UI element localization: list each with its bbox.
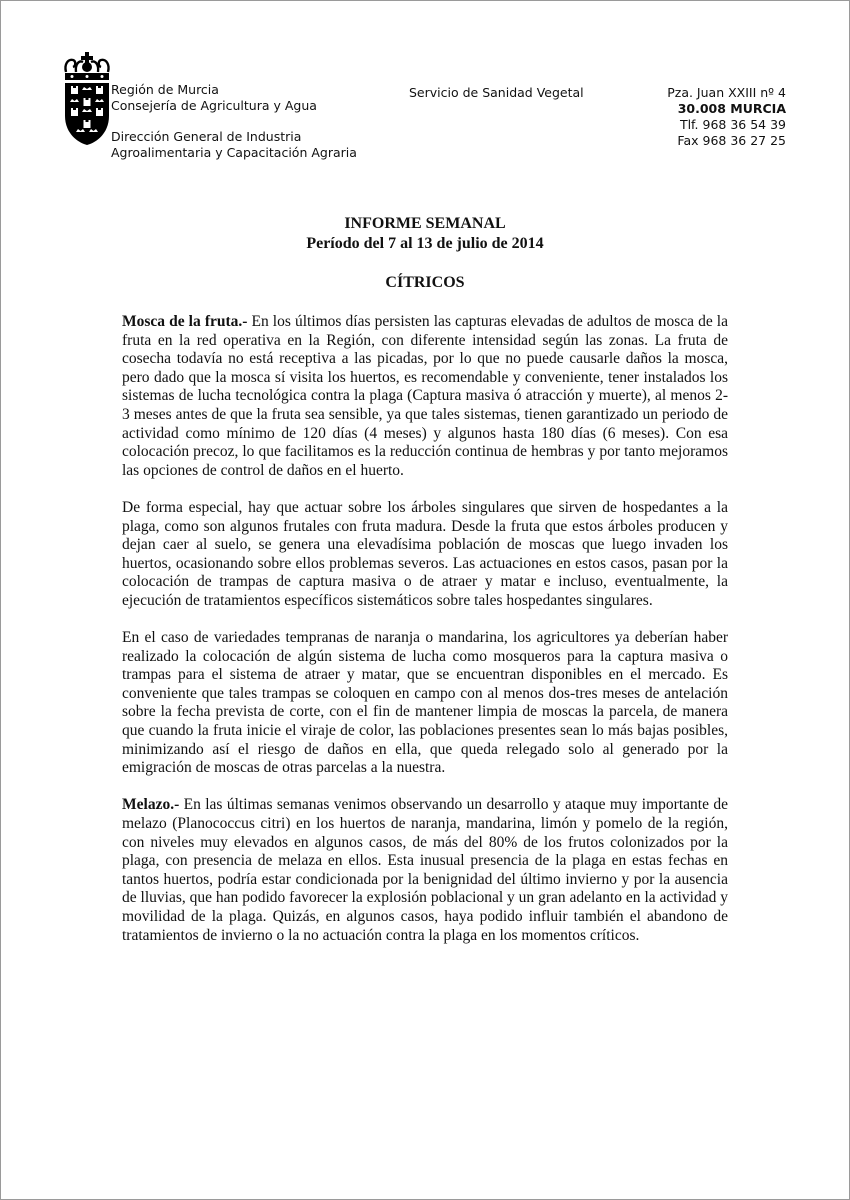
region-coat-of-arms-icon xyxy=(62,50,112,146)
paragraph-mealybug xyxy=(122,796,728,945)
contact-block xyxy=(667,85,786,149)
paragraph-host-trees xyxy=(122,499,728,611)
region-name: Región de Murcia xyxy=(111,82,219,97)
paragraph-text: En los últimos días persisten las capturas elevadas de adultos de mosca de la fruta en la red operativa en la Región, con diferente intensidad según las zonas. La fruta de cosecha todavía no está receptiva a las picadas, por lo que no puede causarle daños la mosca, pero dado que la mosca sí visita los huertos, es recomendable y conveniente, tener instalados los sistemas de lucha tecnológica contra la plaga (Captura masiva ó atracción y muerte), al menos 2-3 meses antes de que la fruta sea sensible, ya que tales sistemas, tienen garantizado un periodo de actividad como mínimo de 120 días (4 meses) y algunos hasta 180 días (6 meses). Con esa colocación precoz, lo que facilitamos es la reducción continua de hembras y por tanto mejoramos las opciones de control de daños en el huerto. xyxy=(122,313,728,479)
phone-number: Tlf. 968 36 54 39 xyxy=(679,117,786,132)
paragraph-text: En las últimas semanas venimos observando un desarrollo y ataque muy importante de melazo (Planococcus citri) en los huertos de naranja, mandarina, limón y pomelo de la región, con niveles muy elevados en algunos casos, de más del 80% de los frutos colonizados por la plaga, con presencia de melaza en ellos. Esta inusual presencia de la plaga en estas fechas en tantos huertos, podría estar condicionada por la benignidad del último invierno y por la ausencia de lluvias, que han podido favorecer la explosión poblacional y un gran adelanto en la actividad y movilidad de la plaga. Quizás, en algunos casos, haya podido influir también el abandono de tratamientos de invierno o la no actuación contra la plaga en los momentos críticos. xyxy=(122,796,728,944)
department-block xyxy=(111,129,357,161)
department-line-1: Dirección General de Industria xyxy=(111,129,302,144)
address-city: 30.008 MURCIA xyxy=(677,101,786,116)
address-street: Pza. Juan XXIII nº 4 xyxy=(667,85,786,100)
paragraph-fruit-fly xyxy=(122,313,728,480)
paragraph-text: En el caso de variedades tempranas de naranja o mandarina, los agricultores ya deberían haber realizado la colocación de algún sistema de lucha como mosqueros para la captura masiva o trampas para el sistema de atraer y matar, que se encuentran disponibles en el mercado. Es conveniente que tales trampas se coloquen en campo con al menos dos-tres meses de antelación sobre la fecha prevista de corte, con el fin de mantener limpia de moscas la parcela, de manera que cuando la fruta inicie el viraje de color, las poblaciones presentes sean lo más bajas posibles, minimizando así el riesgo de daños en ella, que queda relegado solo al generado por la emigración de moscas de otras parcelas a la nuestra. xyxy=(122,629,728,777)
paragraph-text: De forma especial, hay que actuar sobre los árboles singulares que sirven de hospedantes a la plaga, como son algunos frutales con fruta madura. Desde la fruta que estos árboles producen y dejan caer al suelo, se genera una elevadísima población de moscas que luego invaden los huertos, ocasionando sobre ellos problemas severos. Las actuaciones en estos casos, pasan por la colocación de trampas de captura masiva o de atraer y matar e incluso, eventualmente, la ejecución de tratamientos específicos sistemáticos sobre tales hospedantes singulares. xyxy=(122,498,728,609)
department-line-2: Agroalimentaria y Capacitación Agraria xyxy=(111,145,357,160)
report-title: INFORME SEMANAL xyxy=(344,215,506,232)
ministry-name: Consejería de Agricultura y Agua xyxy=(111,98,317,113)
report-period: Período del 7 al 13 de julio de 2014 xyxy=(306,235,544,252)
organization-block xyxy=(111,82,317,114)
fax-number: Fax 968 36 27 25 xyxy=(677,133,786,148)
report-body xyxy=(122,313,728,964)
paragraph-lead: Mosca de la fruta.- xyxy=(122,313,248,330)
section-title: CÍTRICOS xyxy=(385,274,465,291)
paragraph-early-varieties xyxy=(122,629,728,778)
report-title-block xyxy=(0,214,850,254)
paragraph-lead: Melazo.- xyxy=(122,796,180,814)
service-name: Servicio de Sanidad Vegetal xyxy=(409,85,584,100)
